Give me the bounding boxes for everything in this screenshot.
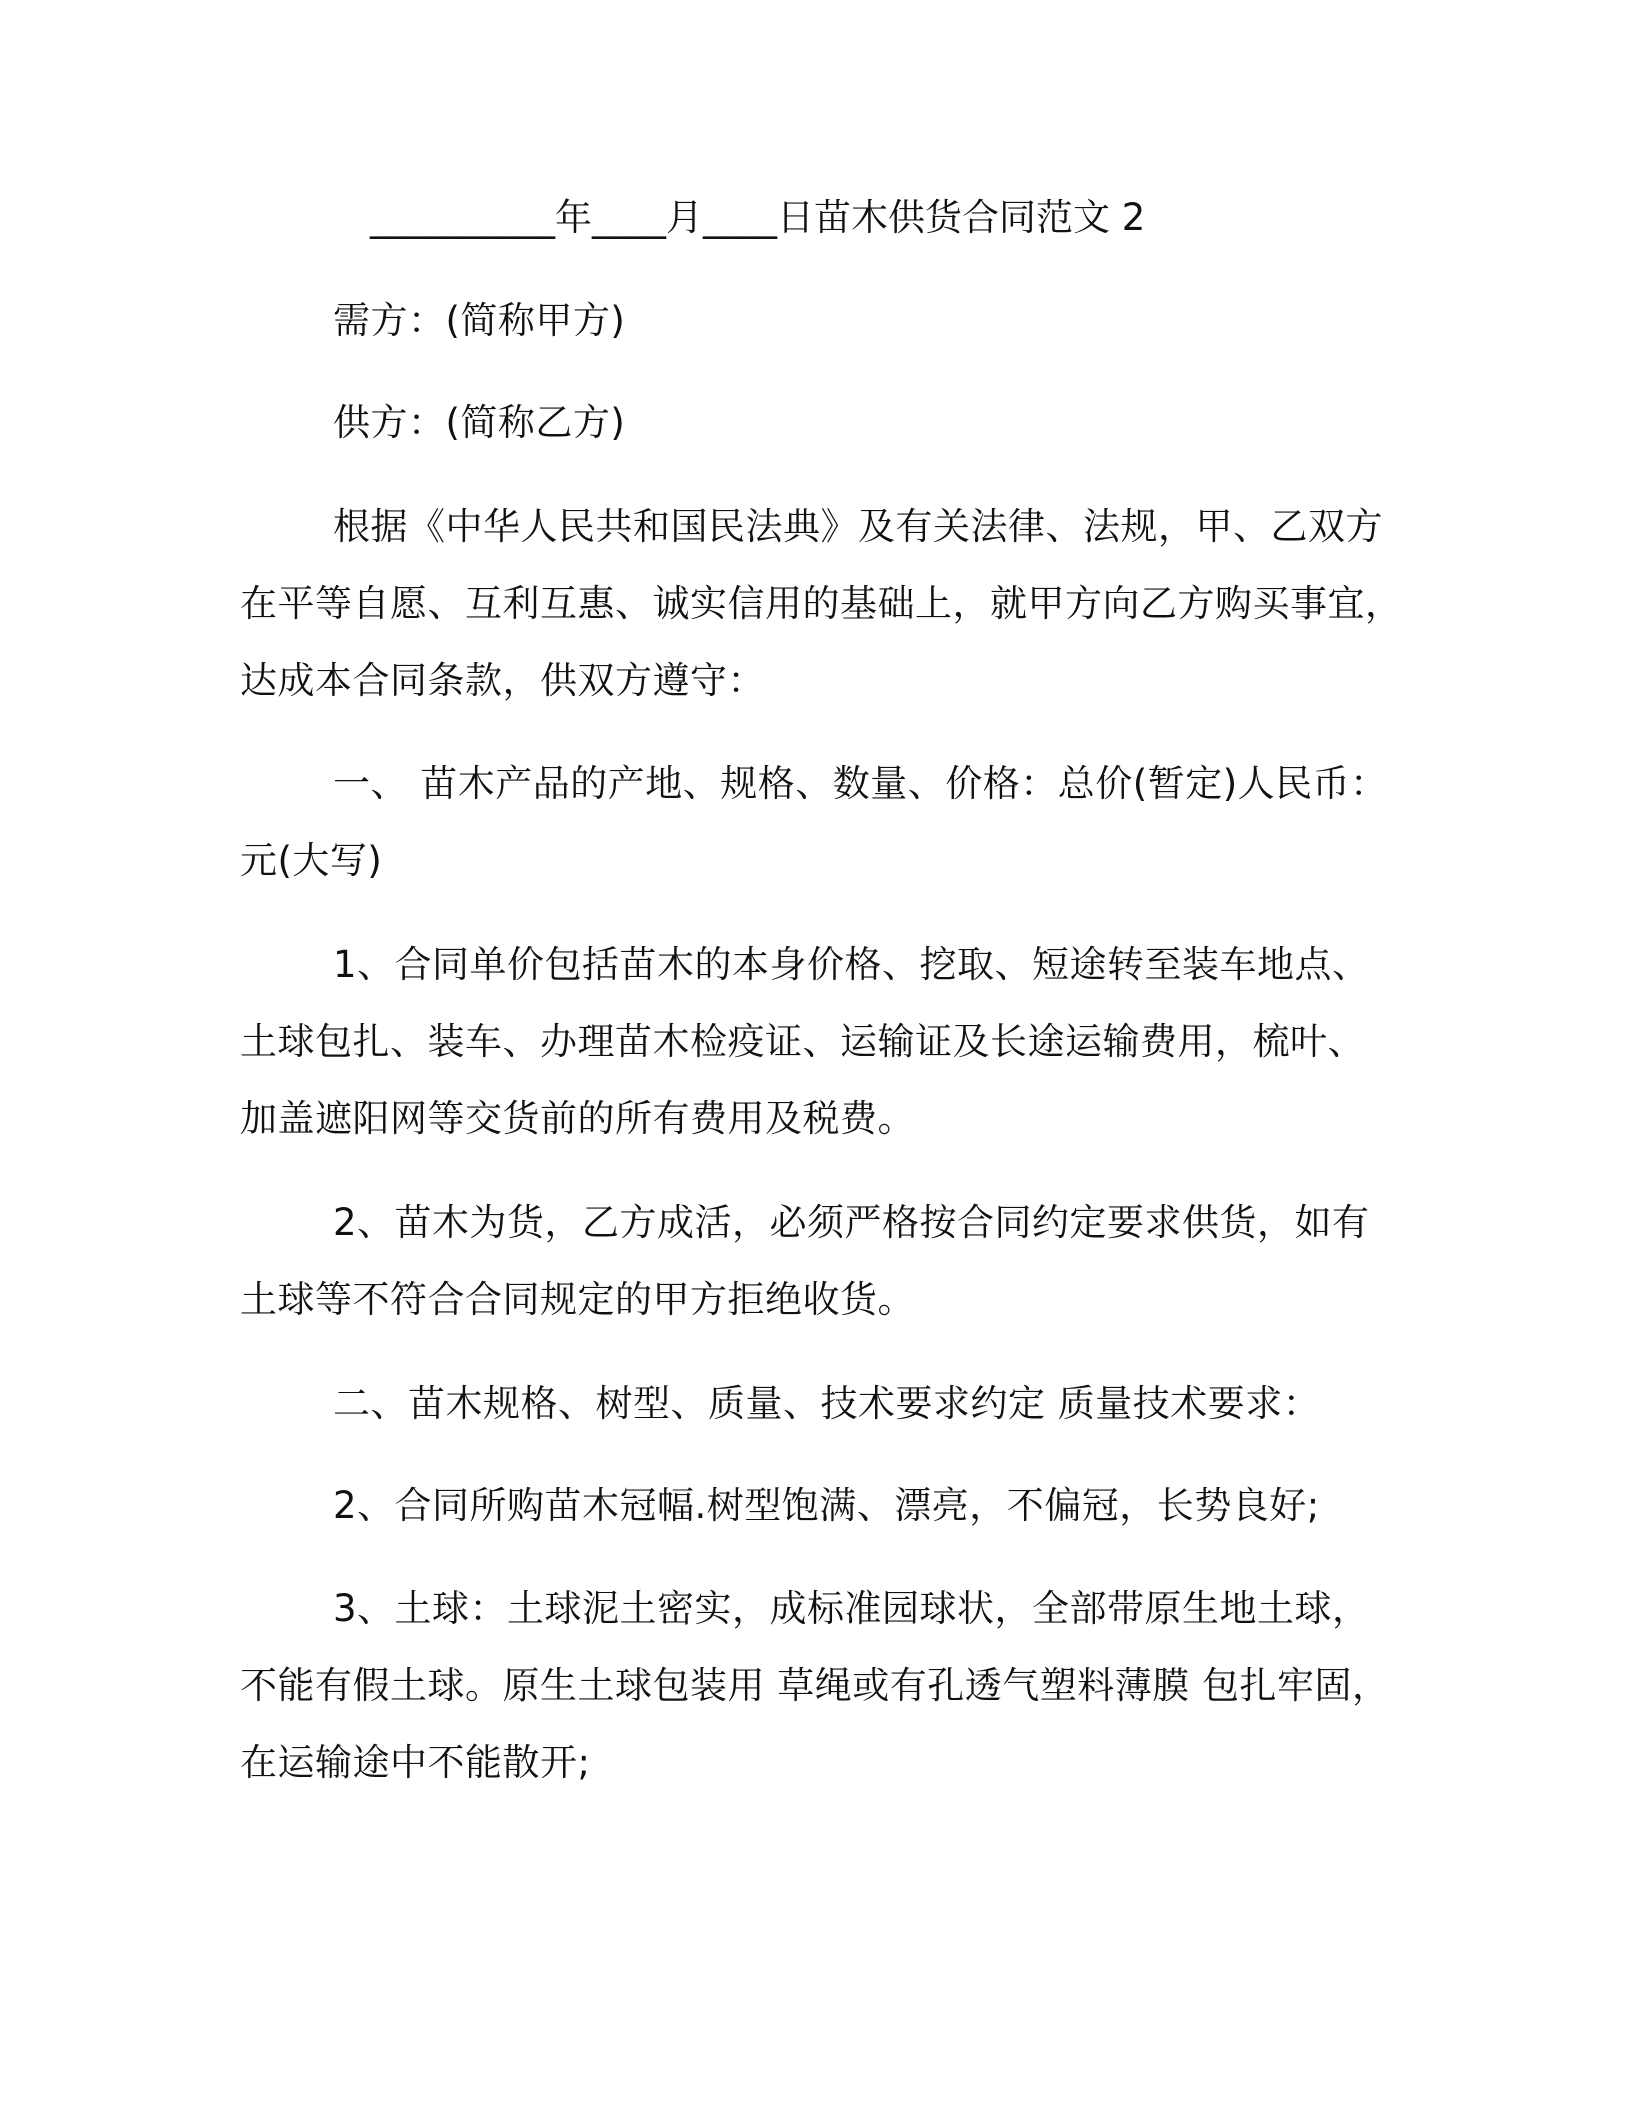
clause-2-line-1: 2、苗木为货，乙方成活，必须严格按合同约定要求供货，如有 [333, 1201, 1370, 1244]
preamble-line-2: 在平等自愿、互利互惠、诚实信用的基础上，就甲方向乙方购买事宜， [240, 582, 1403, 625]
party-b-line: 供方：(简称乙方) [333, 401, 626, 444]
clause-1-line-3: 加盖遮阳网等交货前的所有费用及税费。 [240, 1097, 915, 1140]
section-1-line-2: 元(大写) [240, 839, 383, 882]
quality-clause-3-line-1: 3、土球：土球泥土密实，成标准园球状，全部带原生地土球， [333, 1587, 1370, 1630]
quality-clause-3-line-2: 不能有假土球。原生土球包装用 草绳或有孔透气塑料薄膜 包扎牢固， [240, 1664, 1390, 1707]
document-title: __________年____月____日苗木供货合同范文 2 [370, 196, 1146, 239]
preamble-line-1: 根据《中华人民共和国民法典》及有关法律、法规，甲、乙双方 [333, 505, 1383, 548]
section-2-heading: 二、苗木规格、树型、质量、技术要求约定 质量技术要求： [333, 1382, 1321, 1425]
clause-1-line-2: 土球包扎、装车、办理苗木检疫证、运输证及长途运输费用，梳叶、 [240, 1020, 1365, 1063]
section-1-heading: 一、 苗木产品的产地、规格、数量、价格：总价(暂定)人民币： [333, 762, 1388, 805]
quality-clause-3-line-3: 在运输途中不能散开; [240, 1741, 591, 1784]
party-a-line: 需方：(简称甲方) [333, 299, 626, 342]
clause-1-line-1: 1、合同单价包括苗木的本身价格、挖取、短途转至装车地点、 [333, 943, 1370, 986]
quality-clause-2: 2、合同所购苗木冠幅.树型饱满、漂亮，不偏冠，长势良好; [333, 1484, 1320, 1527]
preamble-line-3: 达成本合同条款，供双方遵守： [240, 659, 765, 702]
clause-2-line-2: 土球等不符合合同规定的甲方拒绝收货。 [240, 1278, 915, 1321]
